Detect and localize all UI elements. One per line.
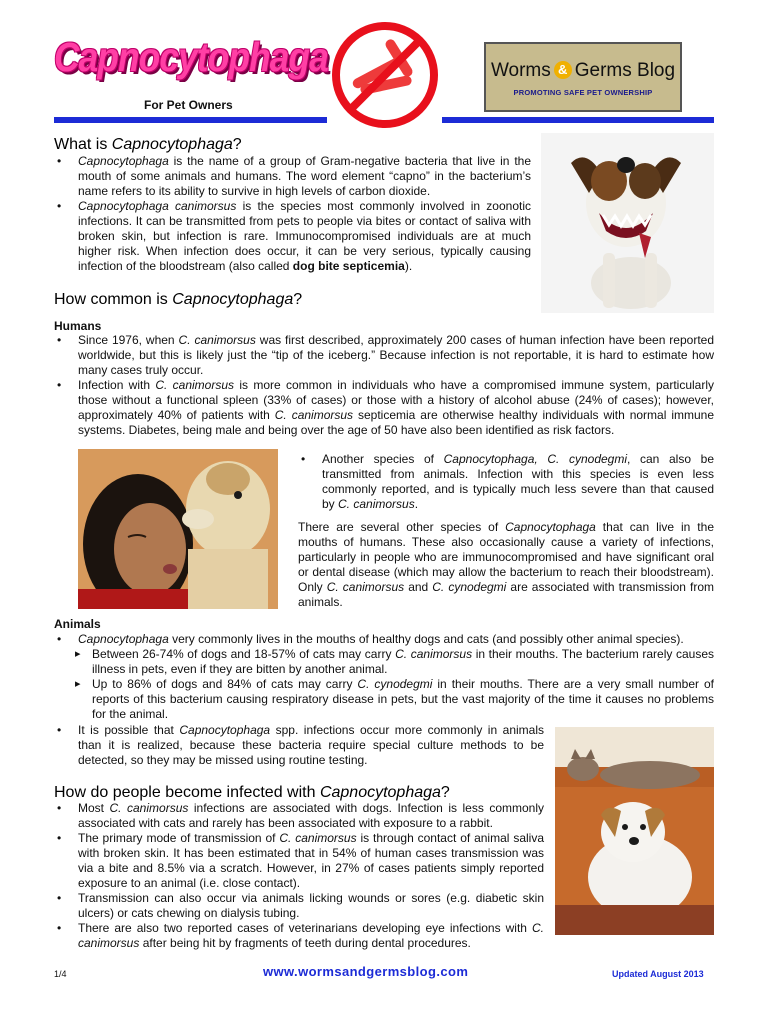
italic-term: C. canimorsus [279, 831, 357, 845]
heading-text: What is [54, 136, 112, 153]
item-text: Between 26-74% of dogs and 18-57% of cats may carry [92, 647, 396, 661]
worms-germs-blog-logo [484, 42, 682, 112]
list-item [54, 632, 714, 647]
italic-term: C. canimorsus [109, 801, 189, 815]
no-bacteria-logo-icon [330, 20, 440, 130]
item-text: The primary mode of transmission of [78, 831, 280, 845]
item-text: ). [404, 259, 413, 273]
item-text: Infection with [78, 378, 156, 392]
bold-term: dog bite septicemia [292, 259, 405, 273]
heading-text: How do people become infected with [54, 784, 320, 801]
item-text: , can also be transmitted from animals. Infection with this species is even less commonly reported, and is typically much less severe than that caused by [322, 452, 714, 511]
header-rule-right [442, 117, 714, 123]
humans-list [54, 333, 714, 438]
item-text: in their mouths. The bacterium rarely causes illness in pets, even if they are bitten by another animal. [92, 647, 715, 676]
italic-term: C. canimorsus [274, 408, 354, 422]
italic-term: C. canimorsus [338, 497, 415, 511]
italic-term: C. canimorsus [326, 580, 405, 594]
list-item [54, 831, 544, 891]
heading-what-is [54, 136, 242, 154]
blog-tagline: PROMOTING SAFE PET OWNERSHIP [513, 88, 653, 97]
heading-emphasis: Capnocytophaga [111, 136, 233, 153]
snarling-dog-photo [541, 133, 714, 313]
item-text: infections are associated with dogs. Infection is less commonly associated with cats and rarely has been associated with exposure to a rabbit. [78, 801, 545, 830]
italic-term: Capnocytophaga [78, 632, 169, 646]
heading-end: ? [232, 136, 242, 153]
italic-term: C. canimorsus [155, 378, 235, 392]
item-text: very commonly lives in the mouths of healthy dogs and cats (and possibly other animal species). [168, 632, 684, 646]
list-item [54, 921, 544, 951]
list-item [298, 452, 714, 512]
list-item [54, 154, 531, 199]
sub-list-item [54, 647, 714, 677]
cat-and-dog-photo [555, 727, 714, 935]
girl-kissing-dog-photo [78, 449, 278, 609]
item-text: is through contact of animal saliva with broken skin. It has been estimated that in 54% of human cases transmission was via a bite and 8.5% via a scratch. However, in 27% of cases patients simply reported exposure to an animal (i.e. close contact). [78, 831, 544, 890]
infection-list [54, 801, 544, 951]
item-text: . [414, 497, 419, 511]
italic-term: Capnocytophaga, C. cynodegmi [443, 452, 628, 466]
heading-how-infected [54, 784, 450, 802]
item-text: Since 1976, when [78, 333, 179, 347]
list-item [54, 801, 544, 831]
item-text: and [404, 580, 433, 594]
animals-list-continued [54, 723, 544, 768]
heading-emphasis: Capnocytophaga [172, 291, 294, 308]
blog-url-link[interactable]: www.wormsandgermsblog.com [263, 964, 469, 979]
page-number: 1/4 [54, 969, 67, 979]
heading-end: ? [293, 291, 303, 308]
italic-term: Capnocytophaga [78, 154, 169, 168]
heading-text: How common is [54, 291, 173, 308]
item-text: There are several other species of [298, 520, 506, 534]
italic-term: C. cynodegmi [357, 677, 433, 691]
blog-name-worms: Worms [490, 60, 551, 81]
italic-term: C. canimorsus [395, 647, 473, 661]
blog-name-germs: Germs Blog [574, 60, 676, 81]
item-text: It is possible that [78, 723, 180, 737]
italic-term: C. canimorsus [78, 921, 544, 950]
item-text: are associated with transmission from animals. [298, 580, 715, 609]
list-item [54, 378, 714, 438]
animals-list [54, 632, 714, 722]
list-item [54, 891, 544, 921]
item-text: that can live in the mouths of humans. These also occasionally cause a variety of infections, particularly in people who are immunocompromised and have significant oral or dental disease (which may allow the bacterium to reach their bloodstream). Only [298, 520, 714, 594]
document-subtitle: For Pet Owners [144, 98, 233, 112]
item-text: There are also two reported cases of veterinarians developing eye infections with [78, 921, 532, 935]
document-title: Capnocytophaga [54, 34, 328, 80]
item-text: is more common in individuals who have a compromised immune system, particularly those without a functional spleen (33% of cases) or those with a history of alcohol abuse (24% of cases); however, approximately 40% of patients with [78, 378, 714, 422]
item-text: after being hit by fragments of teeth during dental procedures. [139, 936, 471, 950]
cynodegmi-list [298, 452, 714, 512]
italic-term: C. canimorsus [178, 333, 256, 347]
blog-ampersand-badge: & [554, 61, 572, 79]
italic-term: Capnocytophaga canimorsus [78, 199, 237, 213]
heading-end: ? [440, 784, 450, 801]
item-text: was first described, approximately 200 cases of human infection have been reported worldwide, but this is likely just the “tip of the iceberg.” Because infection is not reportable, it is hard to estimate how many cases truly occur. [78, 333, 714, 377]
item-text: Transmission can also occur via animals licking wounds or sores (e.g. diabetic skin ulcers) or cats chewing on dialysis tubing. [78, 891, 544, 920]
list-item [54, 199, 531, 274]
cat-dog-illustration-icon [555, 727, 714, 935]
heading-how-common [54, 291, 302, 309]
list-item [54, 333, 714, 378]
item-text: septicemia are otherwise healthy individuals with normal immune systems. Diabetes, being male and being over the age of 50 have also been identified as risk factors. [78, 408, 715, 437]
sub-list-item [54, 677, 714, 722]
other-species-paragraph [298, 520, 714, 610]
item-text: is the species most commonly involved in zoonotic infections. It can be transmitted from pets to people via bites or contact of saliva with broken skin, but infection is rare. Immunocompromised individuals are at much higher risk. When infection does occur, it can be very serious, typically causing infection of the bloodstream (also called [78, 199, 531, 273]
heading-emphasis: Capnocytophaga [319, 784, 441, 801]
list-item [54, 723, 544, 768]
italic-term: Capnocytophaga [179, 723, 271, 737]
item-text: is the name of a group of Gram-negative bacteria that live in the mouth of some animals and humans. The word element “capno” in the bacterium’s name refers to its ability to survive in high levels of carbon dioxide. [78, 154, 531, 198]
blog-logo-title [486, 60, 680, 82]
item-text: Up to 86% of dogs and 84% of cats may carry [92, 677, 358, 691]
italic-term: C. cynodegmi [432, 580, 507, 594]
humans-subheading: Humans [54, 319, 102, 333]
item-text: Another species of [322, 452, 444, 466]
dog-illustration-icon [541, 133, 714, 313]
girl-dog-illustration-icon [78, 449, 278, 609]
item-text: in their mouths. There are a very small number of reports of this bacterium causing respiratory disease in pets, but the vast majority of the time it causes no problems for the animal. [92, 677, 714, 721]
italic-term: Capnocytophaga [505, 520, 596, 534]
animals-subheading: Animals [54, 617, 101, 631]
item-text: Most [78, 801, 110, 815]
what-is-list [54, 154, 531, 274]
updated-date: Updated August 2013 [612, 969, 704, 979]
item-text: spp. infections occur more commonly in animals than it is realized, because these bacteria require special culture methods to be detected, so they may be missed using routine testing. [78, 723, 544, 767]
header-rule-left [54, 117, 327, 123]
